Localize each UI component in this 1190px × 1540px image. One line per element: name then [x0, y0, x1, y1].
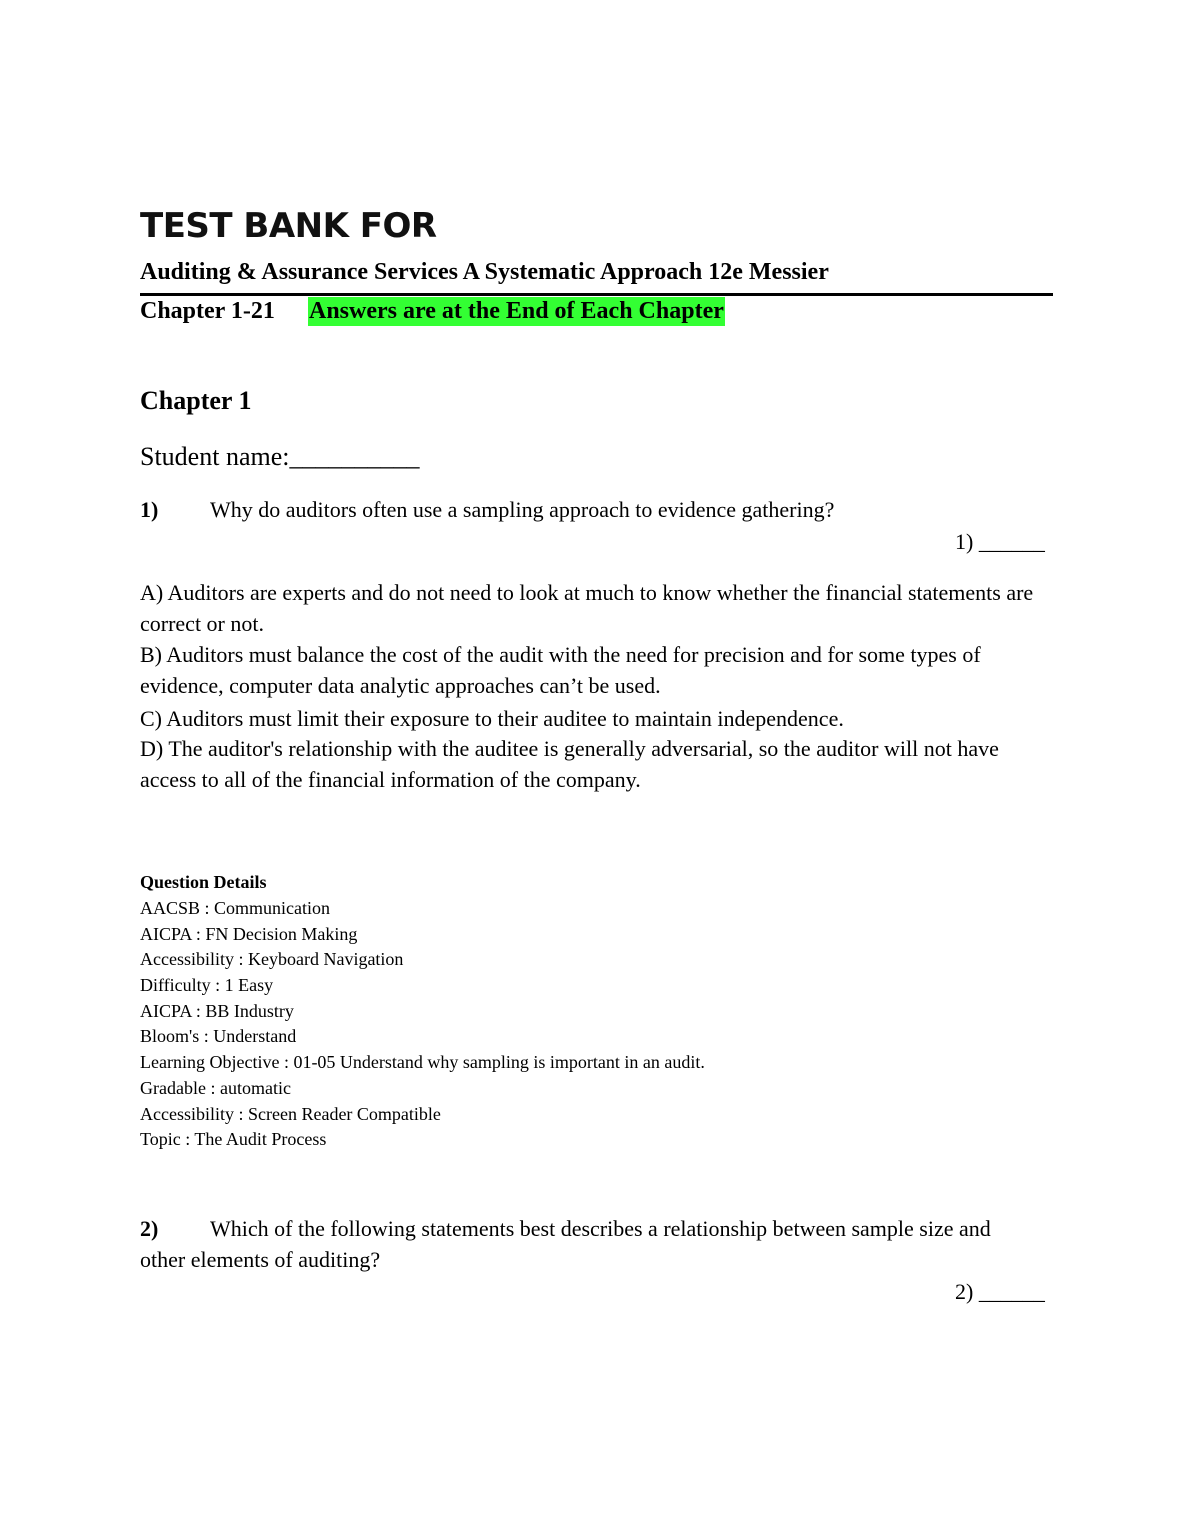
question-detail-line: Learning Objective : 01-05 Understand why sampling is important in an audit. — [140, 1052, 705, 1072]
question-detail-line: Bloom's : Understand — [140, 1026, 297, 1046]
chapter-heading: Chapter 1 — [140, 386, 252, 415]
question-details-title: Question Details — [140, 872, 267, 892]
question-detail-line: AICPA : FN Decision Making — [140, 924, 358, 944]
question-1-option-a: A) Auditors are experts and do not need to look at much to know whether the financial statements are correct or not. — [140, 580, 1034, 636]
question-2-answer-blank: 2) ______ — [955, 1279, 1045, 1304]
question-1-number: 1) — [140, 497, 159, 522]
question-detail-line: Difficulty : 1 Easy — [140, 975, 274, 995]
title-divider — [140, 293, 1053, 296]
question-detail-line: Accessibility : Screen Reader Compatible — [140, 1104, 441, 1124]
question-2-number: 2) — [140, 1216, 159, 1241]
question-1-option-b: B) Auditors must balance the cost of the audit with the need for precision and for some types of evidence, computer data analytic approaches can’t be used. — [140, 642, 981, 698]
question-detail-line: AACSB : Communication — [140, 898, 331, 918]
student-name-field: Student name:__________ — [140, 442, 420, 471]
question-1-text: Why do auditors often use a sampling approach to evidence gathering? — [210, 497, 835, 522]
question-2-text-line-2: other elements of auditing? — [140, 1247, 381, 1272]
question-1-answer-blank: 1) ______ — [955, 529, 1045, 554]
book-title: Auditing & Assurance Services A Systematic Approach 12e Messier — [140, 259, 829, 285]
question-detail-line: Topic : The Audit Process — [140, 1129, 327, 1149]
question-2-text-line-1: Which of the following statements best describes a relationship between sample size and — [210, 1216, 991, 1241]
question-detail-line: AICPA : BB Industry — [140, 1001, 294, 1021]
answers-note-highlight: Answers are at the End of Each Chapter — [309, 298, 724, 324]
question-detail-line: Accessibility : Keyboard Navigation — [140, 949, 404, 969]
question-detail-line: Gradable : automatic — [140, 1078, 291, 1098]
question-1-option-c: C) Auditors must limit their exposure to their auditee to maintain independence. — [140, 706, 844, 731]
chapter-range: Chapter 1-21 — [140, 298, 275, 324]
document-title: TEST BANK FOR — [140, 206, 437, 246]
question-1-option-d: D) The auditor's relationship with the auditee is generally adversarial, so the auditor will not have access to all of the financial information of the company. — [140, 736, 999, 792]
